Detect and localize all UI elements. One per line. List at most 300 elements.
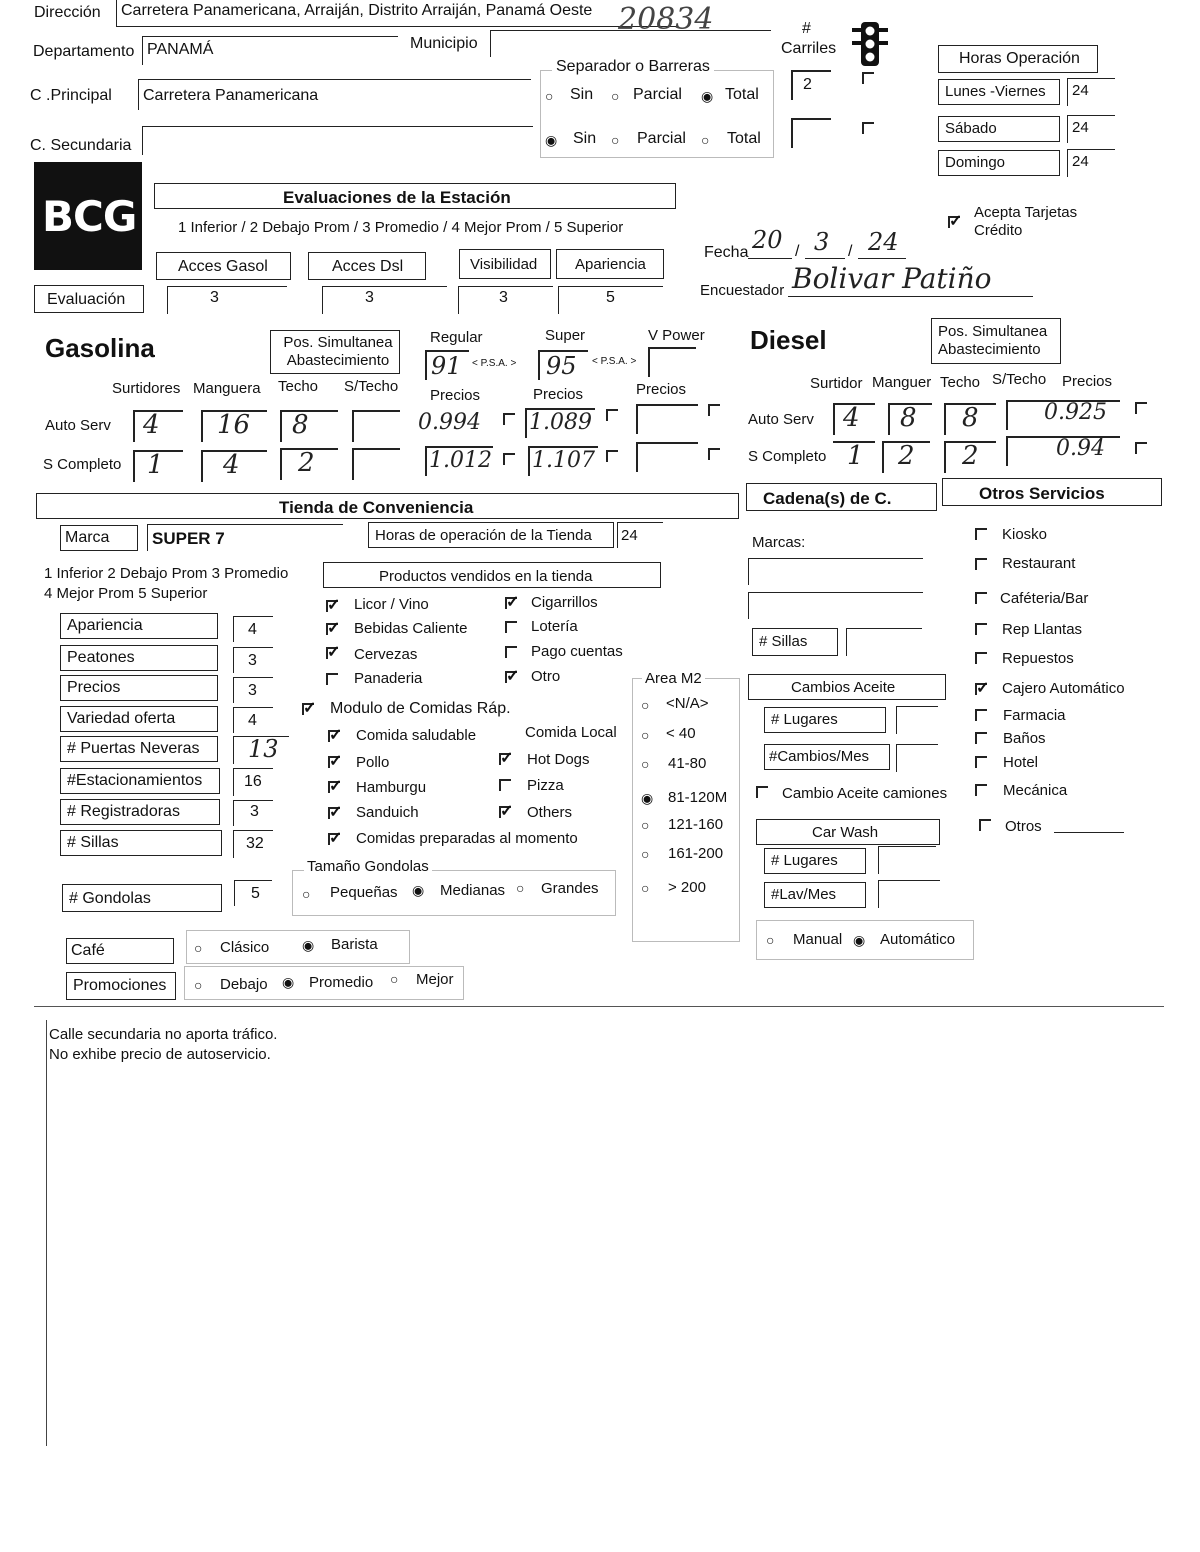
sep-s-sin-label: Sin: [573, 130, 597, 147]
diesel-comp-manguera-field[interactable]: [882, 441, 930, 473]
cw-lav-field[interactable]: [878, 880, 940, 908]
gas-col-stecho: S/Techo: [344, 378, 399, 395]
promo-mejor-radio[interactable]: ○: [390, 971, 399, 987]
fecha-day[interactable]: 20: [752, 226, 783, 254]
acces-gasol-value: 3: [210, 289, 219, 306]
promo-debajo-label: Debajo: [220, 976, 268, 993]
diesel-auto-surtidor-field[interactable]: [833, 403, 875, 435]
otros-title-box: [942, 478, 1162, 506]
semaforo-secundaria-check[interactable]: [862, 122, 874, 134]
carriles-label: Carriles: [781, 40, 837, 57]
promo-label: Promociones: [73, 977, 167, 994]
sep-p-parcial-radio[interactable]: ○: [611, 88, 620, 104]
principal-field[interactable]: [138, 79, 531, 110]
area-161-200-radio[interactable]: ○: [641, 846, 650, 862]
form-number: 20834: [618, 2, 714, 37]
marcas-field-1[interactable]: [748, 558, 923, 585]
prod-bebidas-check[interactable]: [326, 623, 338, 635]
rating-variedad: [60, 706, 218, 732]
diesel-comp-surtidor-field[interactable]: [833, 441, 875, 473]
diesel-pos-label: Pos. Simultanea Abastecimiento: [938, 323, 1048, 358]
rating-puertas: [60, 736, 218, 762]
comida-local-label: Comida Local: [525, 724, 617, 741]
gas-precios-regular: Precios: [430, 387, 481, 404]
rating-value: 3: [248, 682, 257, 699]
cw-lugares-label: # Lugares: [771, 852, 838, 869]
diesel-auto-techo: 8: [962, 403, 979, 433]
acces-gasol-box: [156, 252, 291, 280]
diesel-auto-techo-field[interactable]: [944, 403, 996, 435]
area-121-160-radio[interactable]: ○: [641, 817, 650, 833]
otros-cafeteria-check[interactable]: [975, 592, 987, 604]
gondola-medianas-radio[interactable]: ◉: [412, 882, 425, 898]
prod-pago-check[interactable]: [505, 646, 517, 658]
apariencia-box: [556, 249, 664, 279]
prod-bebidas-label: Bebidas Caliente: [354, 620, 468, 637]
carwash-title-box: [756, 819, 940, 845]
gas-auto-techo-field[interactable]: [280, 410, 338, 442]
diesel-comp-precio: 0.94: [1056, 436, 1105, 461]
semaforo-principal-check[interactable]: [862, 72, 874, 84]
regular-octane-field[interactable]: [425, 350, 469, 380]
comida-pollo-check[interactable]: [328, 756, 340, 768]
encuestador-value[interactable]: Bolivar Patiño: [792, 262, 992, 295]
diesel-completo-label: S Completo: [748, 448, 827, 465]
fecha-day-line: [748, 258, 792, 259]
comida-preparadas-label: Comidas preparadas al momento: [356, 830, 578, 847]
area-81-120-label: 81-120M: [668, 789, 728, 806]
notes-line-2: No exhibe precio de autoservicio.: [49, 1046, 271, 1063]
evaluaciones-scale: 1 Inferior / 2 Debajo Prom / 3 Promedio / 4 Mejor Prom / 5 Superior: [178, 219, 624, 236]
otros-hotel-label: Hotel: [1003, 754, 1039, 771]
gas-comp-vpower-check[interactable]: [708, 448, 720, 460]
psa-regular: < P.S.A. >: [472, 358, 517, 369]
carriles-hash: #: [802, 20, 811, 37]
gas-comp-stecho-field[interactable]: [352, 448, 400, 480]
psa-super: < P.S.A. >: [592, 356, 637, 367]
comida-sanduich-label: Sanduich: [356, 804, 419, 821]
prod-cigarrillos-check[interactable]: [505, 597, 517, 609]
rating-label: # Sillas: [67, 834, 119, 851]
productos-title-box: [323, 562, 661, 588]
gas-col-manguera: Manguera: [193, 380, 261, 397]
gas-auto-super-check[interactable]: [606, 409, 618, 421]
gas-comp-surtidores-field[interactable]: [133, 450, 183, 482]
diesel-col-techo: Techo: [940, 374, 981, 391]
diesel-auto-precio-field[interactable]: [1006, 400, 1120, 430]
tienda-title: Tienda de Conveniencia: [279, 498, 474, 517]
otros-title: Otros Servicios: [979, 484, 1105, 503]
otros-banos-check[interactable]: [975, 732, 987, 744]
comida-preparadas-check[interactable]: [328, 833, 340, 845]
diesel-col-stecho: S/Techo: [992, 371, 1047, 388]
horas-lv-field[interactable]: [1067, 78, 1115, 106]
diesel-auto-manguera-field[interactable]: [888, 403, 932, 435]
carwash-title: Car Wash: [812, 824, 879, 841]
prod-loteria-label: Lotería: [531, 618, 578, 635]
prod-panaderia-check[interactable]: [326, 673, 338, 685]
departamento-value: PANAMÁ: [147, 41, 214, 58]
visibilidad-field[interactable]: [458, 286, 553, 314]
promo-promedio-label: Promedio: [309, 974, 374, 991]
horas-dom-field[interactable]: [1067, 149, 1115, 177]
tienda-scale-1: 1 Inferior 2 Debajo Prom 3 Promedio: [44, 565, 289, 582]
gas-completo-label: S Completo: [43, 456, 122, 473]
acces-dsl-box: [308, 252, 426, 280]
visibilidad-label: Visibilidad: [470, 256, 538, 273]
diesel-comp-techo-field[interactable]: [944, 441, 996, 473]
carriles-secundaria-field[interactable]: [791, 118, 831, 148]
tienda-scale-2: 4 Mejor Prom 5 Superior: [44, 585, 208, 602]
encuestador-line: [788, 296, 1033, 297]
gas-comp-super-price: 1.107: [532, 448, 595, 473]
encuestador-label: Encuestador: [700, 282, 785, 299]
rating-sillas: [60, 830, 222, 856]
cad-sillas-label: # Sillas: [759, 633, 808, 650]
tienda-title-box: [36, 493, 739, 519]
acces-gasol-label: Acces Gasol: [178, 258, 268, 275]
diesel-auto-surtidor: 4: [843, 403, 860, 433]
otros-repuestos-label: Repuestos: [1002, 650, 1074, 667]
area-41-80-radio[interactable]: ○: [641, 756, 650, 772]
gas-comp-surtidores: 1: [147, 450, 164, 480]
gas-comp-regular-check[interactable]: [503, 453, 515, 465]
otros-llantas-label: Rep Llantas: [1002, 621, 1083, 638]
gas-col-techo: Techo: [278, 378, 319, 395]
rating-label: # Registradoras: [67, 803, 180, 820]
comida-hamburguesa-label: Hamburgu: [356, 779, 427, 796]
evaluacion-box: [34, 285, 144, 313]
rating-estac-field[interactable]: [233, 768, 273, 796]
area-161-200-label: 161-200: [668, 845, 724, 862]
horas-title-box: [938, 45, 1098, 73]
gas-comp-regular-field[interactable]: [425, 446, 493, 476]
aceite-lugares-box: [764, 707, 886, 733]
rating-sillas-field[interactable]: [233, 830, 273, 858]
rating-label: # Puertas Neveras: [67, 740, 200, 757]
gas-auto-surtidores-field[interactable]: [133, 410, 183, 442]
gas-auto-manguera: 16: [217, 410, 251, 440]
prod-licor-label: Licor / Vino: [354, 596, 429, 613]
gasolina-title: Gasolina: [45, 333, 155, 363]
notes-area[interactable]: [46, 1020, 1157, 1446]
wash-manual-label: Manual: [793, 931, 843, 948]
area-121-160-label: 121-160: [668, 816, 724, 833]
wash-auto-radio[interactable]: ◉: [853, 932, 866, 948]
rating-registradoras: [60, 799, 220, 825]
rating-peatones-field[interactable]: [233, 647, 273, 673]
gondolas-field[interactable]: [234, 880, 272, 906]
fecha-label: Fecha: [704, 244, 749, 261]
cafe-clasico-radio[interactable]: ○: [194, 940, 203, 956]
cw-lav-box: [764, 882, 866, 908]
diesel-comp-precio-field[interactable]: [1006, 436, 1120, 466]
rating-value: 3: [250, 803, 259, 820]
apariencia-field[interactable]: [558, 286, 663, 314]
gas-auto-regular-check[interactable]: [503, 413, 515, 425]
gas-precios-super: Precios: [533, 386, 584, 403]
horas-tienda-box: [368, 522, 614, 548]
rating-label: #Estacionamientos: [67, 772, 203, 789]
otros-farmacia-label: Farmacia: [1003, 707, 1066, 724]
rating-value: 32: [246, 835, 264, 852]
sep-p-total-radio[interactable]: ◉: [701, 88, 714, 104]
diesel-auto-precio: 0.925: [1044, 400, 1107, 425]
sep-s-sin-radio[interactable]: ◉: [545, 132, 558, 148]
otros-restaurant-label: Restaurant: [1002, 555, 1076, 572]
regular-label: Regular: [430, 329, 483, 346]
municipio-field[interactable]: [490, 30, 771, 57]
gondolas-value: 5: [251, 885, 260, 902]
fecha-month-line: [805, 258, 845, 259]
prod-cervezas-check[interactable]: [326, 647, 338, 659]
horas-sab-field[interactable]: [1067, 115, 1115, 143]
acces-gasol-field[interactable]: [167, 286, 287, 314]
gas-auto-super-price: 1.089: [529, 410, 592, 435]
horas-tienda-value: 24: [621, 527, 638, 544]
comida-others-check[interactable]: [499, 806, 511, 818]
marca-field[interactable]: [147, 524, 343, 551]
departamento-field[interactable]: [142, 36, 398, 65]
cafe-barista-label: Barista: [331, 936, 378, 953]
sep-p-sin-label: Sin: [570, 86, 594, 103]
promo-promedio-radio[interactable]: ◉: [282, 974, 295, 990]
horas-lv-value: 24: [1072, 82, 1089, 99]
rating-value: 4: [248, 621, 257, 638]
prod-otro-label: Otro: [531, 668, 561, 685]
diesel-comp-techo: 2: [962, 441, 979, 471]
prod-panaderia-label: Panaderia: [354, 670, 423, 687]
fecha-month[interactable]: 3: [814, 228, 830, 256]
area-40-label: < 40: [666, 725, 696, 742]
otros-farmacia-check[interactable]: [975, 709, 987, 721]
tarjetas-check[interactable]: [948, 216, 960, 228]
rating-apariencia-field[interactable]: [233, 616, 273, 642]
sep-s-total-label: Total: [727, 130, 761, 147]
sep-s-parcial-radio[interactable]: ○: [611, 132, 620, 148]
evaluaciones-title-box: [154, 183, 676, 209]
rating-precios: [60, 675, 218, 701]
area-41-80-label: 41-80: [668, 755, 707, 772]
diesel-col-surtidor: Surtidor: [810, 375, 863, 392]
prod-cigarrillos-label: Cigarrillos: [531, 594, 598, 611]
prod-licor-check[interactable]: [326, 600, 338, 612]
gas-auto-regular-price[interactable]: 0.994: [418, 410, 481, 435]
sep-p-parcial-label: Parcial: [633, 86, 682, 103]
comida-saludable-check[interactable]: [328, 730, 340, 742]
otros-repuestos-check[interactable]: [975, 652, 987, 664]
modulo-comidas-label: Modulo de Comidas Ráp.: [330, 700, 511, 717]
cw-lugares-box: [764, 848, 866, 874]
area-na-label: <N/A>: [666, 695, 709, 712]
direccion-field[interactable]: [116, 0, 677, 27]
diesel-col-manguer: Manguer: [872, 374, 932, 391]
otros-otros-check[interactable]: [979, 819, 991, 831]
diesel-auto-label: Auto Serv: [748, 411, 814, 428]
otros-llantas-check[interactable]: [975, 623, 987, 635]
gas-comp-super-field[interactable]: [528, 446, 598, 476]
fecha-sep2: /: [848, 243, 853, 260]
horas-sab-value: 24: [1072, 119, 1089, 136]
otros-kiosko-check[interactable]: [975, 528, 987, 540]
gas-auto-surtidores: 4: [143, 410, 160, 440]
otros-cajero-check[interactable]: [975, 683, 987, 695]
aceite-camiones-check[interactable]: [756, 786, 768, 798]
prod-otro-check[interactable]: [505, 671, 517, 683]
rating-label: Apariencia: [67, 617, 143, 634]
comida-others-label: Others: [527, 804, 573, 821]
aceite-camiones-label: Cambio Aceite camiones: [782, 785, 948, 802]
area-na-radio[interactable]: ○: [641, 697, 650, 713]
aceite-cambios-field[interactable]: [896, 744, 938, 772]
cad-sillas-field[interactable]: [846, 628, 922, 656]
visibilidad-value: 3: [499, 289, 508, 306]
marca-value: SUPER 7: [152, 529, 225, 548]
tarjetas-label: Acepta Tarjetas Crédito: [974, 204, 1078, 239]
otros-hotel-check[interactable]: [975, 756, 987, 768]
gondolas-label: # Gondolas: [69, 890, 151, 907]
rating-value: 4: [248, 712, 257, 729]
gondola-pequenas-radio[interactable]: ○: [302, 886, 311, 902]
comida-saludable-label: Comida saludable: [356, 727, 477, 744]
modulo-comidas-check[interactable]: [302, 703, 314, 715]
rating-puertas-field[interactable]: [233, 736, 289, 764]
otros-banos-label: Baños: [1003, 730, 1046, 747]
separador-label: Separador o Barreras: [552, 58, 714, 76]
sep-p-sin-radio[interactable]: ○: [545, 88, 554, 104]
gondola-medianas-label: Medianas: [440, 882, 506, 899]
aceite-lugares-label: # Lugares: [771, 711, 838, 728]
gas-auto-manguera-field[interactable]: [201, 410, 267, 442]
regular-octane: 91: [431, 352, 462, 380]
prod-loteria-check[interactable]: [505, 621, 517, 633]
cw-lav-label: #Lav/Mes: [771, 886, 837, 903]
rating-variedad-field[interactable]: [233, 707, 273, 733]
horas-row-dom: [938, 150, 1060, 176]
aceite-lugares-field[interactable]: [896, 706, 938, 734]
marcas-field-2[interactable]: [748, 592, 923, 619]
marcas-label: Marcas:: [752, 534, 806, 551]
rating-apariencia: [60, 613, 218, 639]
otros-restaurant-check[interactable]: [975, 558, 987, 570]
cafe-barista-radio[interactable]: ◉: [302, 937, 315, 953]
otros-cafeteria-label: Caféteria/Bar: [1000, 590, 1089, 607]
rating-peatones: [60, 645, 218, 671]
area-title: Area M2: [642, 670, 705, 687]
area-200-label: > 200: [668, 879, 706, 896]
acces-dsl-value: 3: [365, 289, 374, 306]
comida-hamburguesa-check[interactable]: [328, 781, 340, 793]
super-octane-field[interactable]: [538, 350, 588, 380]
prod-cervezas-label: Cervezas: [354, 646, 418, 663]
secundaria-field[interactable]: [142, 126, 533, 155]
area-81-120-radio[interactable]: ◉: [641, 790, 654, 806]
gondola-pequenas-label: Pequeñas: [330, 884, 398, 901]
sep-p-total-label: Total: [725, 86, 759, 103]
gas-auto-stecho-field[interactable]: [352, 410, 400, 442]
acces-dsl-field[interactable]: [322, 286, 447, 314]
rating-value: 16: [244, 773, 262, 790]
otros-mecanica-label: Mecánica: [1003, 782, 1068, 799]
rating-value: 3: [248, 652, 257, 669]
gas-comp-regular-price: 1.012: [429, 448, 492, 473]
diesel-comp-check[interactable]: [1135, 442, 1147, 454]
aceite-title: Cambios Aceite: [791, 679, 896, 696]
comida-pizza-check[interactable]: [499, 779, 511, 791]
super-label: Super: [545, 327, 586, 344]
gas-auto-vpower-check[interactable]: [708, 404, 720, 416]
gas-pos-box: [270, 330, 400, 374]
comida-pizza-label: Pizza: [527, 777, 564, 794]
municipio-label: Municipio: [410, 35, 478, 52]
cafe-box: [66, 938, 174, 964]
fecha-year-line: [858, 258, 906, 259]
horas-tienda-field[interactable]: [617, 522, 663, 548]
wash-manual-radio[interactable]: ○: [766, 932, 775, 948]
horas-dom-value: 24: [1072, 153, 1089, 170]
notes-divider: [34, 1006, 1164, 1007]
principal-value: Carretera Panamericana: [143, 87, 319, 104]
vpower-octane-field[interactable]: [648, 347, 696, 377]
evaluacion-label: Evaluación: [47, 291, 126, 308]
diesel-auto-check[interactable]: [1135, 402, 1147, 414]
promo-debajo-radio[interactable]: ○: [194, 977, 203, 993]
gas-auto-super-field[interactable]: [525, 408, 595, 438]
rating-registradoras-field[interactable]: [233, 800, 273, 826]
horas-title: Horas Operación: [959, 50, 1080, 67]
fecha-year[interactable]: 24: [868, 228, 899, 256]
gas-comp-manguera: 4: [223, 450, 240, 480]
gas-comp-super-check[interactable]: [606, 450, 618, 462]
comida-sanduich-check[interactable]: [328, 807, 340, 819]
comida-hotdogs-check[interactable]: [499, 753, 511, 765]
gondolas-box: [62, 884, 222, 912]
otros-mecanica-check[interactable]: [975, 784, 987, 796]
prod-pago-label: Pago cuentas: [531, 643, 623, 660]
diesel-comp-manguera: 2: [898, 441, 915, 471]
area-40-radio[interactable]: ○: [641, 727, 650, 743]
traffic-light-icon: [852, 22, 888, 66]
departamento-label: Departamento: [33, 43, 135, 60]
promo-box: [66, 972, 176, 1000]
comida-pollo-label: Pollo: [356, 754, 390, 771]
visibilidad-box: [459, 249, 551, 279]
aceite-title-box: [748, 674, 946, 700]
rating-precios-field[interactable]: [233, 677, 273, 703]
sep-s-total-radio[interactable]: ○: [701, 132, 710, 148]
gas-auto-vpower-field[interactable]: [636, 404, 698, 434]
bcg-logo: [34, 162, 142, 270]
sep-s-parcial-label: Parcial: [637, 130, 686, 147]
carriles-principal-field[interactable]: [791, 70, 831, 100]
secundaria-label: C. Secundaria: [30, 137, 132, 154]
carriles-principal-value: 2: [803, 76, 812, 93]
cafe-label: Café: [71, 942, 105, 959]
evaluaciones-title: Evaluaciones de la Estación: [283, 188, 511, 207]
vpower-label: V Power: [648, 327, 705, 344]
area-200-radio[interactable]: ○: [641, 880, 650, 896]
cw-lugares-field[interactable]: [878, 846, 936, 874]
gondola-grandes-radio[interactable]: ○: [516, 880, 525, 896]
acces-dsl-label: Acces Dsl: [332, 258, 404, 275]
cadena-title: Cadena(s) de C.: [763, 489, 892, 508]
gas-comp-vpower-field[interactable]: [636, 442, 698, 472]
gas-comp-manguera-field[interactable]: [201, 450, 267, 482]
apariencia-label: Apariencia: [575, 256, 646, 273]
gas-comp-techo-field[interactable]: [280, 448, 338, 480]
diesel-pos-box: [931, 318, 1061, 364]
marca-box: [60, 525, 138, 551]
